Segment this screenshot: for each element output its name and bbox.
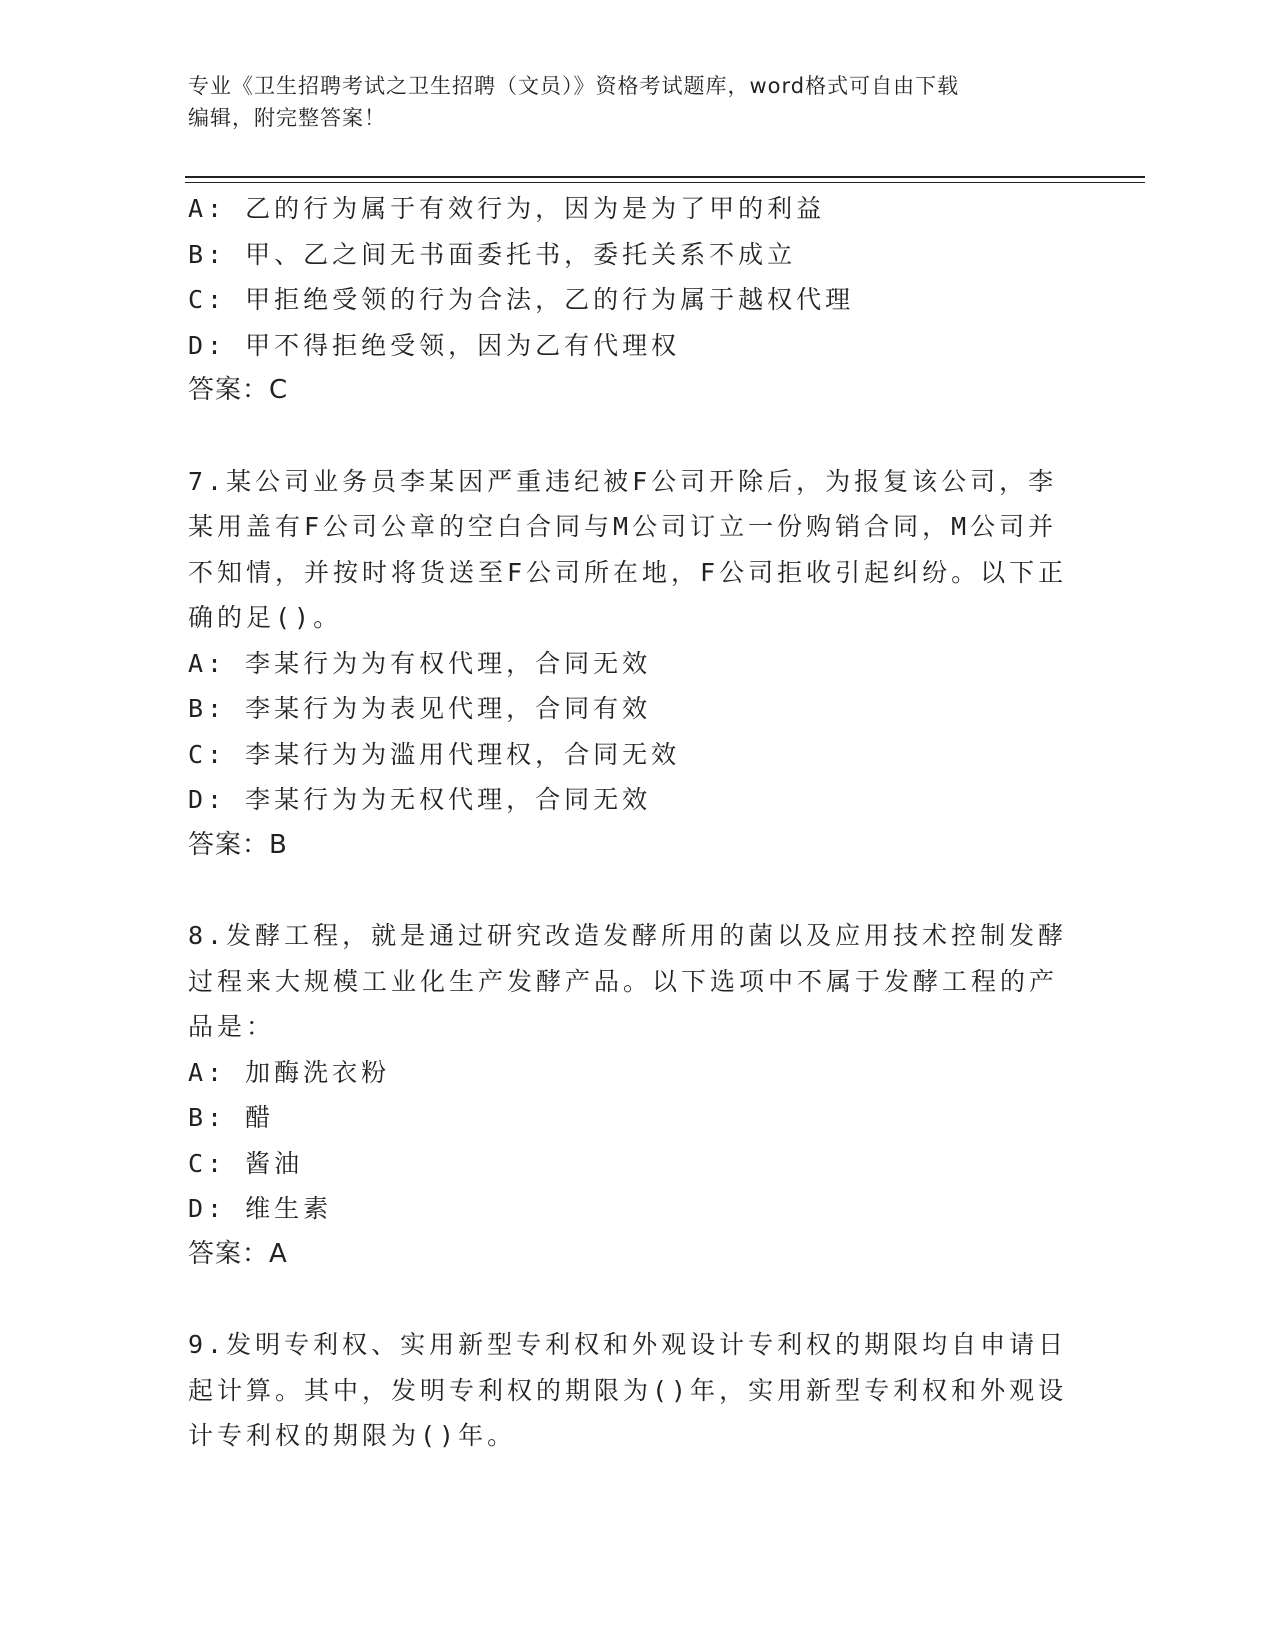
option-b: B: 李某行为为表见代理，合同有效 bbox=[188, 694, 652, 723]
option-a: A: 加酶洗衣粉 bbox=[188, 1057, 391, 1087]
option-a: A: 李某行为为有权代理，合同无效 bbox=[188, 648, 652, 678]
document-header bbox=[188, 70, 1068, 134]
question-text-line: 过程来大规模工业化生产发酵产品。以下选项中不属于发酵工程的产 bbox=[188, 966, 1059, 996]
question-9 bbox=[188, 1322, 1088, 1459]
option-c: C: 甲拒绝受领的行为合法，乙的行为属于越权代理 bbox=[188, 285, 855, 314]
header-line-1: 专业《卫生招聘考试之卫生招聘（文员）》资格考试题库，word格式可自由下载 bbox=[188, 74, 960, 98]
option-d: D: 李某行为为无权代理，合同无效 bbox=[188, 785, 652, 814]
option-b: B: 醋 bbox=[188, 1103, 275, 1132]
option-b: B: 甲、乙之间无书面委托书，委托关系不成立 bbox=[188, 239, 797, 269]
question-6 bbox=[188, 186, 1088, 414]
question-8 bbox=[188, 913, 1088, 1277]
answer: 答案：B bbox=[188, 829, 288, 860]
question-list bbox=[188, 186, 1088, 1459]
question-text-line: 确的足()。 bbox=[188, 603, 343, 632]
question-text-line: 不知情，并按时将货送至F公司所在地，F公司拒收引起纠纷。以下正 bbox=[188, 557, 1068, 587]
option-d: D: 维生素 bbox=[188, 1194, 333, 1223]
header-divider-thin bbox=[185, 182, 1145, 183]
header-divider-thick bbox=[185, 176, 1145, 178]
answer: 答案：A bbox=[188, 1238, 288, 1269]
question-text-line: 7.某公司业务员李某因严重违纪被F公司开除后，为报复该公司，李 bbox=[188, 466, 1058, 496]
question-7 bbox=[188, 459, 1088, 869]
header-line-2: 编辑，附完整答案！ bbox=[188, 106, 386, 130]
question-text-line: 起计算。其中，发明专利权的期限为()年，实用新型专利权和外观设 bbox=[188, 1375, 1068, 1405]
question-text-line: 9.发明专利权、实用新型专利权和外观设计专利权的期限均自申请日 bbox=[188, 1330, 1068, 1359]
question-text-line: 8.发酵工程，就是通过研究改造发酵所用的菌以及应用技术控制发酵 bbox=[188, 921, 1068, 950]
question-text-line: 品是： bbox=[188, 1012, 276, 1041]
option-c: C: 酱油 bbox=[188, 1148, 304, 1178]
answer: 答案：C bbox=[188, 375, 289, 405]
question-text-line: 计专利权的期限为()年。 bbox=[188, 1421, 517, 1450]
option-c: C: 李某行为为滥用代理权，合同无效 bbox=[188, 739, 681, 769]
option-d: D: 甲不得拒绝受领，因为乙有代理权 bbox=[188, 330, 681, 360]
option-a: A: 乙的行为属于有效行为，因为是为了甲的利益 bbox=[188, 194, 826, 223]
question-text-line: 某用盖有F公司公章的空白合同与M公司订立一份购销合同，M公司并 bbox=[188, 512, 1058, 541]
